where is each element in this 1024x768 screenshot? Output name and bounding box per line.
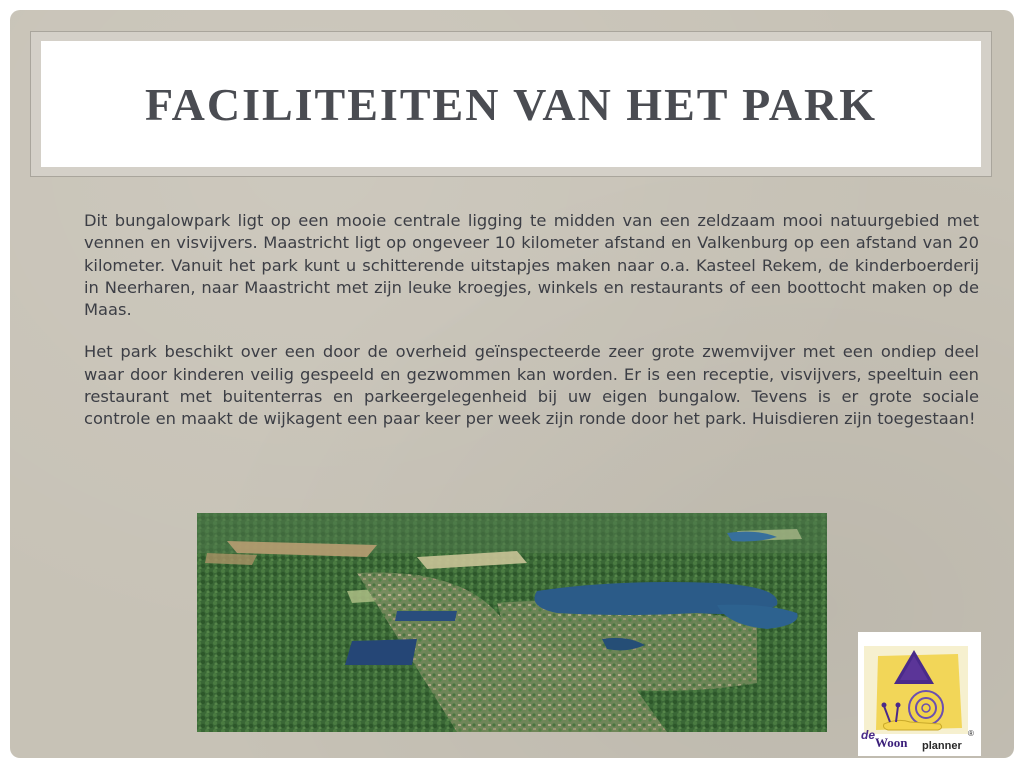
logo-prefix: de [861, 728, 876, 742]
logo-suffix: planner [922, 740, 962, 752]
title-frame [30, 31, 992, 177]
title-box [41, 41, 981, 167]
slide-title: FACILITEITEN VAN HET PARK [144, 78, 878, 130]
paragraph-location: Dit bungalowpark ligt op een mooie centrale ligging te midden van een zeldzaam mooi natuurgebied met vennen en visvijvers. Maastricht ligt op ongeveer 10 kilometer afstand en Valkenburg op een afstand van 20 kilometer. Vanuit het park kunt u schitterende uitstapjes maken naar o.a. Kasteel Rekem, de kinderboerderij in Neerharen, naar Maastricht met zijn leuke kroegjes, winkels en restaurants of een boottocht maken op de Maas. [84, 211, 979, 320]
body-text [84, 210, 979, 451]
paragraph-facilities: Het park beschikt over een door de overheid geïnspecteerde zeer grote zwemvijver met een ondiep deel waar door kinderen veilig gespeeld en gezwommen kan worden. Er is een receptie, visvijvers, speeltuin een restaurant met buitenterras en parkeergelegenheid bij uw eigen bungalow. Tevens is er grote sociale controle en maakt de wijkagent een paar keer per week zijn ronde door het park. Huisdieren zijn toegestaan! [84, 342, 979, 429]
slide [10, 10, 1014, 758]
aerial-park-photo [197, 513, 827, 732]
dewoonplanner-logo [858, 632, 981, 756]
logo-word: Woon [875, 735, 908, 750]
registered-mark: ® [968, 729, 974, 738]
